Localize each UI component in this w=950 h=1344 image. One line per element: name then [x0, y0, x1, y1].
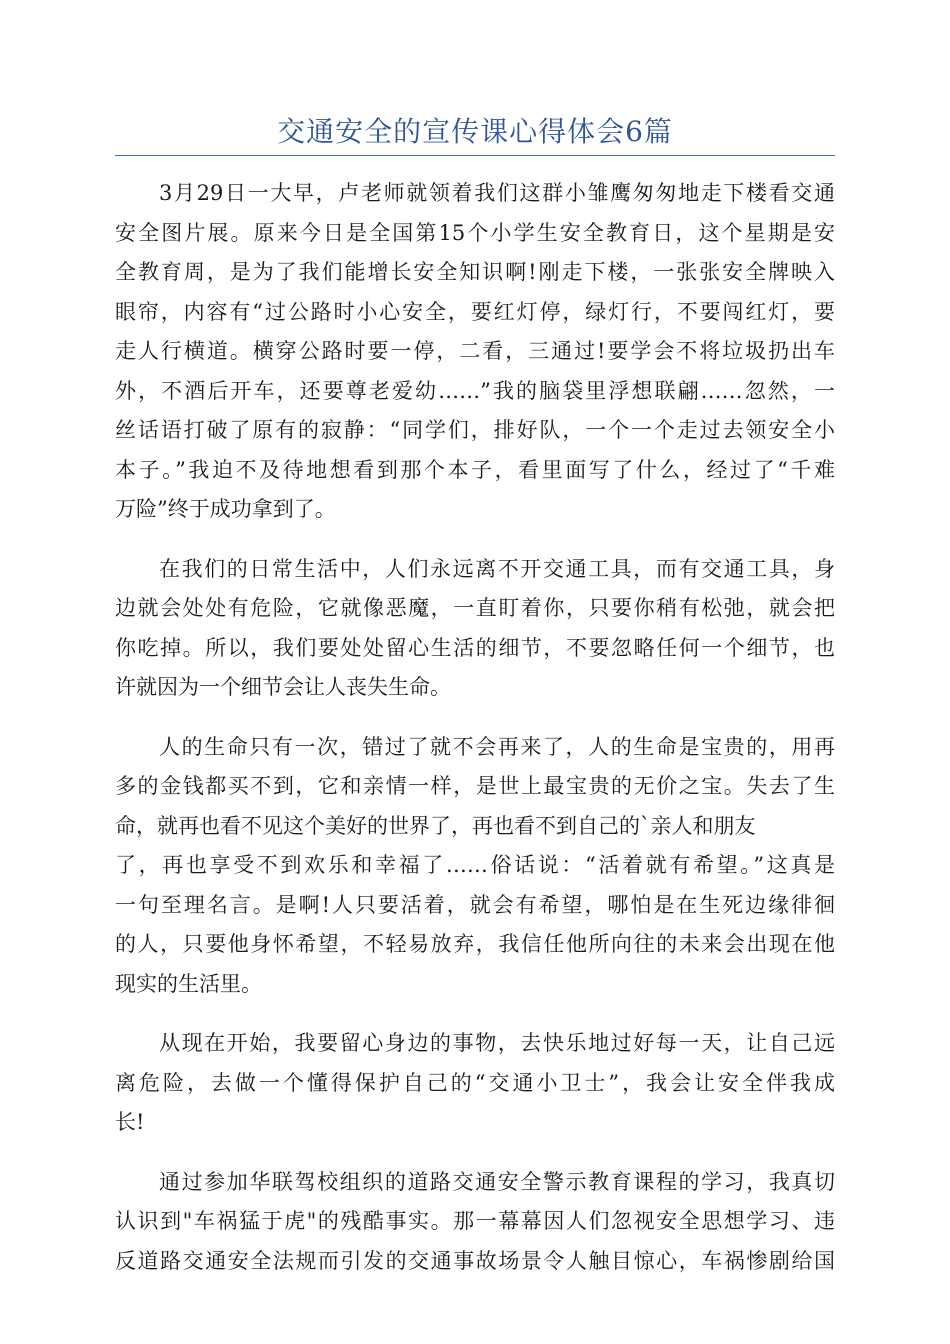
- text-line: 了，再也享受不到欢乐和幸福了……俗话说：“活着就有希望。”这真是: [115, 853, 835, 877]
- text-line: 你吃掉。所以，我们要处处留心生活的细节，不要忽略任何一个细节，也: [115, 635, 835, 660]
- text-line: 现实的生活里。: [115, 971, 262, 996]
- text-line: 眼帘，内容有“过公路时小心安全，要红灯停，绿灯行，不要闯红灯，要: [115, 299, 835, 324]
- text-line: 外，不酒后开车，还要尊老爱幼……”我的脑袋里浮想联翩……忽然，一: [115, 378, 835, 403]
- paragraph-1: [115, 174, 835, 530]
- text-line: 在我们的日常生活中，人们永远离不开交通工具，而有交通工具，身: [159, 556, 835, 581]
- document-body: [115, 174, 835, 1301]
- text-line: 走人行横道。横穿公路时要一停，二看，三通过!要学会不将垃圾扔出车: [115, 339, 835, 363]
- paragraph-2: [115, 550, 835, 708]
- text-line: 丝话语打破了原有的寂静：“同学们，排好队，一个一个走过去领安全小: [115, 418, 835, 442]
- text-line: 长!: [115, 1110, 145, 1134]
- paragraph-3: [115, 728, 835, 1005]
- text-line: 多的金钱都买不到，它和亲情一样，是世上最宝贵的无价之宝。失去了生: [115, 774, 835, 798]
- paragraph-5: [115, 1163, 835, 1282]
- paragraph-4: [115, 1024, 835, 1143]
- text-line: 本子。”我迫不及待地想看到那个本子，看里面写了什么，经过了“千难: [115, 457, 835, 482]
- text-line: 认识到"车祸猛于虎"的残酷事实。那一幕幕因人们忽视安全思想学习、违: [115, 1209, 835, 1233]
- text-line: 人的生命只有一次，错过了就不会再来了，人的生命是宝贵的，用再: [159, 734, 835, 759]
- title-underline: [115, 155, 835, 156]
- text-line: 的人，只要他身怀希望，不轻易放弃，我信任他所向往的未来会出现在他: [115, 932, 835, 956]
- text-line: 许就因为一个细节会让人丧失生命。: [115, 675, 451, 699]
- text-line: 安全图片展。原来今日是全国第15个小学生安全教育日，这个星期是安: [115, 220, 835, 245]
- text-line: 边就会处处有危险，它就像恶魔，一直盯着你，只要你稍有松弛，就会把: [115, 596, 835, 620]
- text-line: 从现在开始，我要留心身边的事物，去快乐地过好每一天，让自己远: [159, 1031, 835, 1055]
- document-title: 交通安全的宣传课心得体会6篇: [277, 115, 673, 148]
- text-line: 反道路交通安全法规而引发的交通事故场景令人触目惊心，车祸惨剧给国: [115, 1248, 835, 1273]
- text-line: 离危险，去做一个懂得保护自己的“交通小卫士”，我会让安全伴我成: [115, 1070, 835, 1095]
- text-line: 3月29日一大早，卢老师就领着我们这群小雏鹰匆匆地走下楼看交通: [159, 181, 835, 205]
- text-line: 一句至理名言。是啊!人只要活着，就会有希望，哪怕是在生死边缘徘徊: [115, 892, 835, 917]
- text-line: 命，就再也看不见这个美好的世界了，再也看不到自己的`亲人和朋友: [115, 813, 756, 838]
- text-line: 万险”终于成功拿到了。: [115, 497, 336, 521]
- text-line: 全教育周，是为了我们能增长安全知识啊!刚走下楼，一张张安全牌映入: [115, 260, 835, 284]
- text-line: 通过参加华联驾校组织的道路交通安全警示教育课程的学习，我真切: [159, 1169, 835, 1194]
